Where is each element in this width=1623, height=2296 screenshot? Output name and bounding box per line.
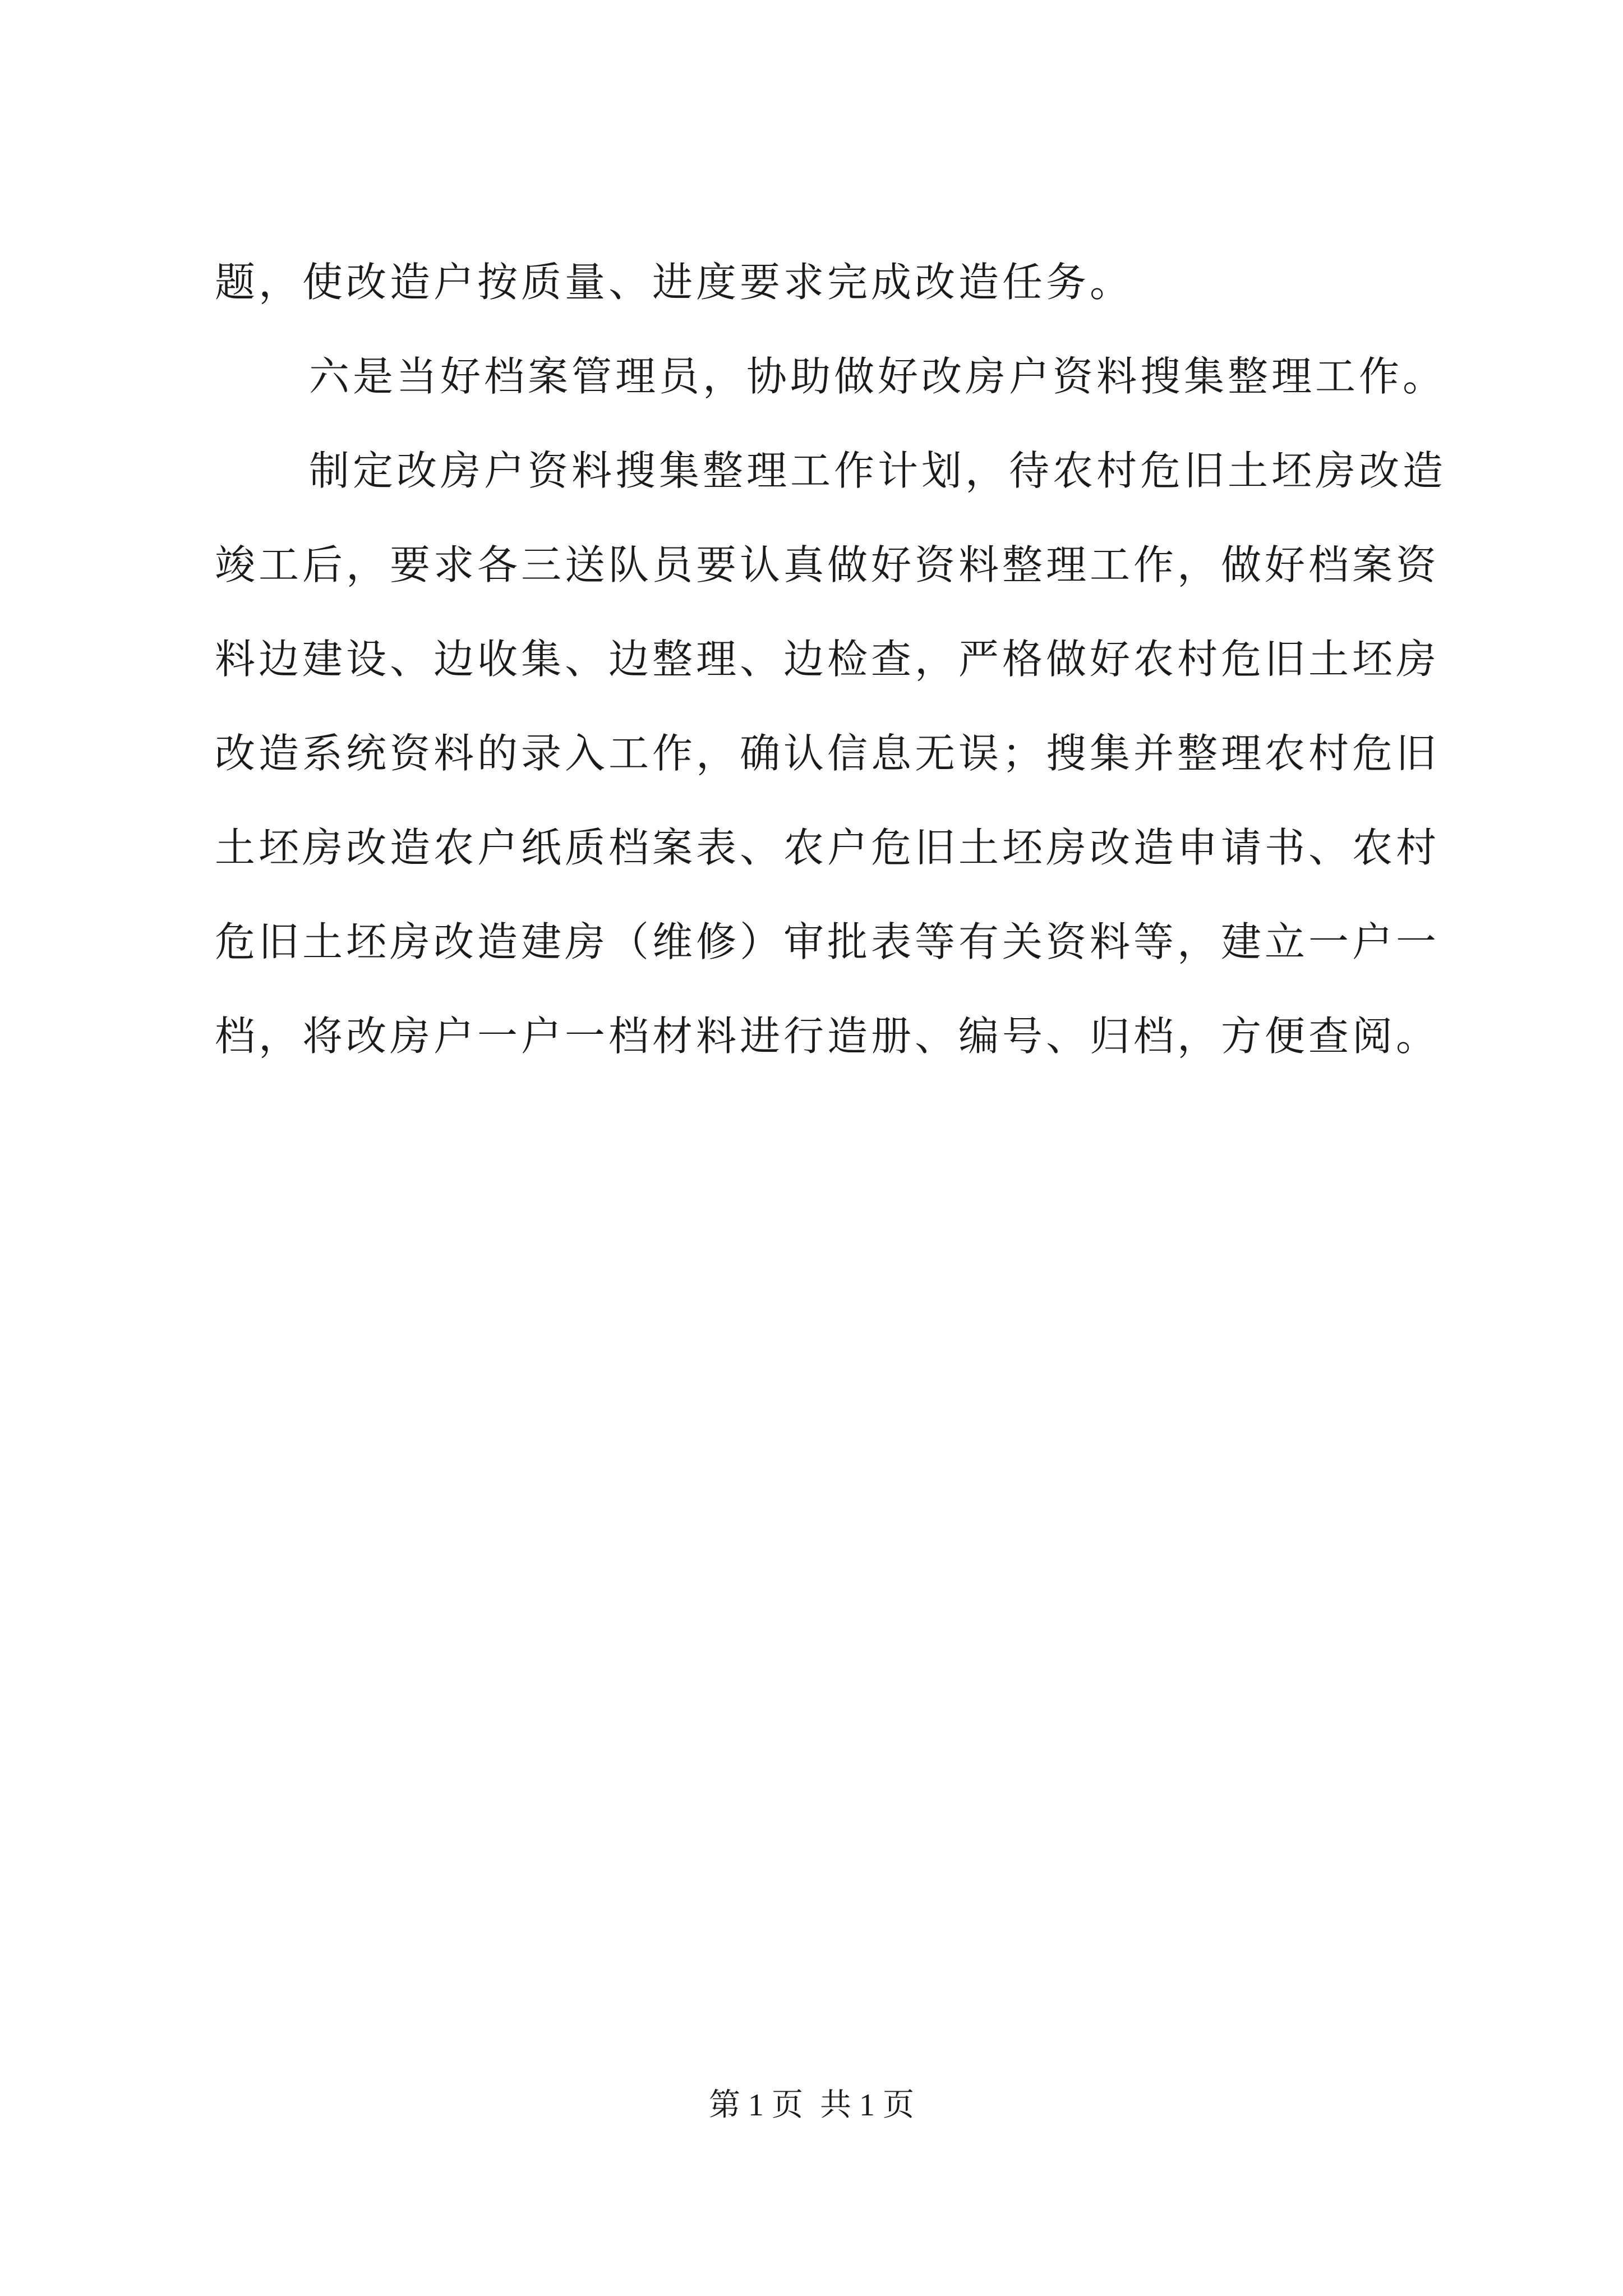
- text-line: 六是当好档案管理员，协助做好改房户资料搜集整理工作。: [309, 353, 1447, 400]
- text-line: 料边建设、边收集、边整理、边检查，严格做好农村危旧土坯房: [215, 636, 1440, 683]
- text-line: 土坯房改造农户纸质档案表、农户危旧土坯房改造申请书、农村: [215, 824, 1440, 871]
- text-line: 档，将改房户一户一档材料进行造册、编号、归档，方便查阅。: [215, 1013, 1440, 1060]
- text-line: 制定改房户资料搜集整理工作计划，待农村危旧土坯房改造: [309, 447, 1447, 494]
- text-line: 竣工后，要求各三送队员要认真做好资料整理工作，做好档案资: [215, 541, 1440, 588]
- text-line: 题，使改造户按质量、进度要求完成改造任务。: [215, 259, 1134, 306]
- text-line: 危旧土坯房改造建房（维修）审批表等有关资料等，建立一户一: [215, 918, 1440, 965]
- page-footer: [0, 2086, 1623, 2125]
- text-line: 改造系统资料的录入工作，确认信息无误；搜集并整理农村危旧: [215, 730, 1440, 777]
- page-number: 第 1 页: [709, 2088, 803, 2123]
- page-total: 共 1 页: [820, 2088, 914, 2123]
